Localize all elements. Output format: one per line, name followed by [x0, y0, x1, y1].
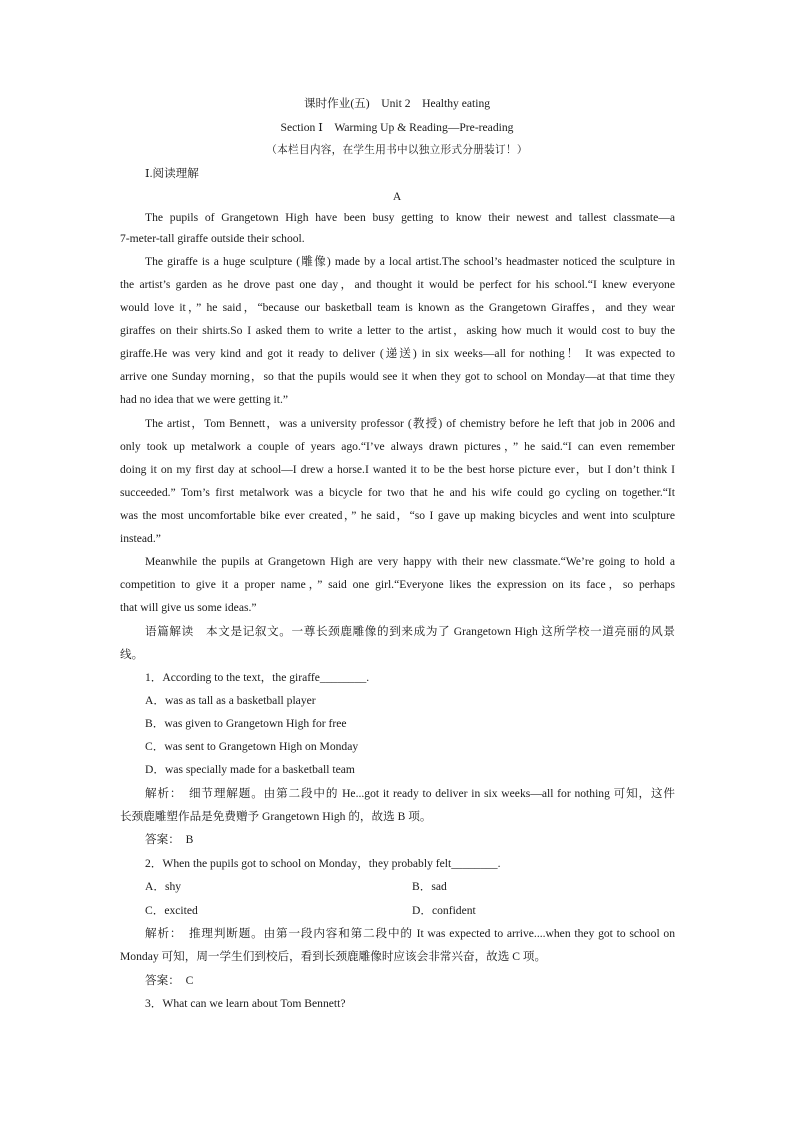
binding-note: （本栏目内容，在学生用书中以独立形式分册装订！）: [266, 145, 528, 156]
passage-analysis: 线。: [120, 648, 144, 661]
passage-line: Meanwhile the pupils at Grangetown High are very happy with their new classmate.“We’re going to hold a: [145, 555, 675, 568]
question-2-explanation: Monday 可知，周一学生们到校后，看到长颈鹿雕像时应该会非常兴奋，故选 C 项。: [120, 950, 547, 963]
question-1-option-d: D．was specially made for a basketball team: [145, 763, 355, 776]
passage-label: A: [392, 190, 402, 203]
passage-line: that will give us some ideas.”: [120, 601, 257, 614]
question-2-stem: 2．When the pupils got to school on Monday，they probably felt________.: [145, 857, 501, 870]
question-2-option-d: D．confident: [412, 904, 476, 917]
question-1-explanation: 长颈鹿雕塑作品是免费赠予 Grangetown High 的，故选 B 项。: [120, 810, 432, 823]
question-1-option-b: B．was given to Grangetown High for free: [145, 717, 347, 730]
question-2-answer: 答案： C: [145, 974, 194, 987]
passage-line: 7-meter-tall giraffe outside their school.: [120, 232, 305, 245]
question-2-explanation: 解析： 推理判断题。由第一段内容和第二段中的 It was expected to arrive....when they got to school on: [145, 927, 675, 940]
passage-line: only took up metalwork a couple of years ago.“I’ve always drawn pictures，” he said.“I can even remember: [120, 440, 675, 453]
passage-line: giraffe.He was very kind and got it ready to deliver (递送) in six weeks—all for nothing！ It was expected to: [120, 347, 675, 360]
question-2-option-a: A．shy: [145, 880, 182, 893]
passage-line: The pupils of Grangetown High have been busy getting to know their newest and tallest classmate—a: [145, 211, 675, 224]
passage-line: doing it on my first day at school—I drew a horse.I wanted it to be the best horse picture ever，but I don’t think I: [120, 463, 675, 476]
part-heading: Ⅰ.阅读理解: [145, 167, 199, 180]
question-1-stem: 1．According to the text，the giraffe________.: [145, 671, 370, 684]
passage-line: was the most uncomfortable bike ever created，” he said，“so I gave up making bicycles and went into sculpture: [120, 509, 675, 522]
passage-analysis: 语篇解读 本文是记叙文。一尊长颈鹿雕像的到来成为了 Grangetown High 这所学校一道亮丽的风景: [145, 625, 675, 638]
page-title: 课时作业(五) Unit 2 Healthy eating: [303, 97, 491, 110]
question-2-option-b: B．sad: [412, 880, 447, 893]
passage-line: instead.”: [120, 532, 161, 545]
question-1-answer: 答案： B: [145, 833, 194, 846]
passage-line: competition to give it a proper name，” said one girl.“Everyone likes the expression on its face，so perhaps: [120, 578, 675, 591]
question-1-explanation: 解析： 细节理解题。由第二段中的 He...got it ready to deliver in six weeks—all for nothing 可知，这件: [145, 787, 675, 800]
section-subtitle: Section Ⅰ Warming Up & Reading—Pre-reading: [280, 121, 514, 134]
passage-line: had no idea that we were getting it.”: [120, 393, 289, 406]
passage-line: The artist，Tom Bennett，was a university professor (教授) of chemistry before he left that job in 2006 and: [145, 417, 675, 430]
passage-line: the artist’s garden as he drove past one day，and thought it would be perfect for his school.“I knew everyone: [120, 278, 675, 291]
passage-line: succeeded.” Tom’s first metalwork was a bicycle for two that he and his wife could go cycling on together.“It: [120, 486, 675, 499]
passage-line: would love it，” he said，“because our basketball team is known as the Grangetown Giraffes，and they wear: [120, 301, 675, 314]
question-1-option-a: A．was as tall as a basketball player: [145, 694, 316, 707]
passage-line: arrive one Sunday morning，so that the pupils would see it when they got to school on Monday—at that time they: [120, 370, 675, 383]
question-3-stem: 3．What can we learn about Tom Bennett?: [145, 997, 346, 1010]
question-1-option-c: C．was sent to Grangetown High on Monday: [145, 740, 359, 753]
question-2-option-c: C．excited: [145, 904, 198, 917]
passage-line: giraffes on their shirts.So I asked them to write a letter to the artist，asking how much it would cost to buy the: [120, 324, 675, 337]
passage-line: The giraffe is a huge sculpture (雕像) made by a local artist.The school’s headmaster noticed the sculpture in: [145, 255, 675, 268]
